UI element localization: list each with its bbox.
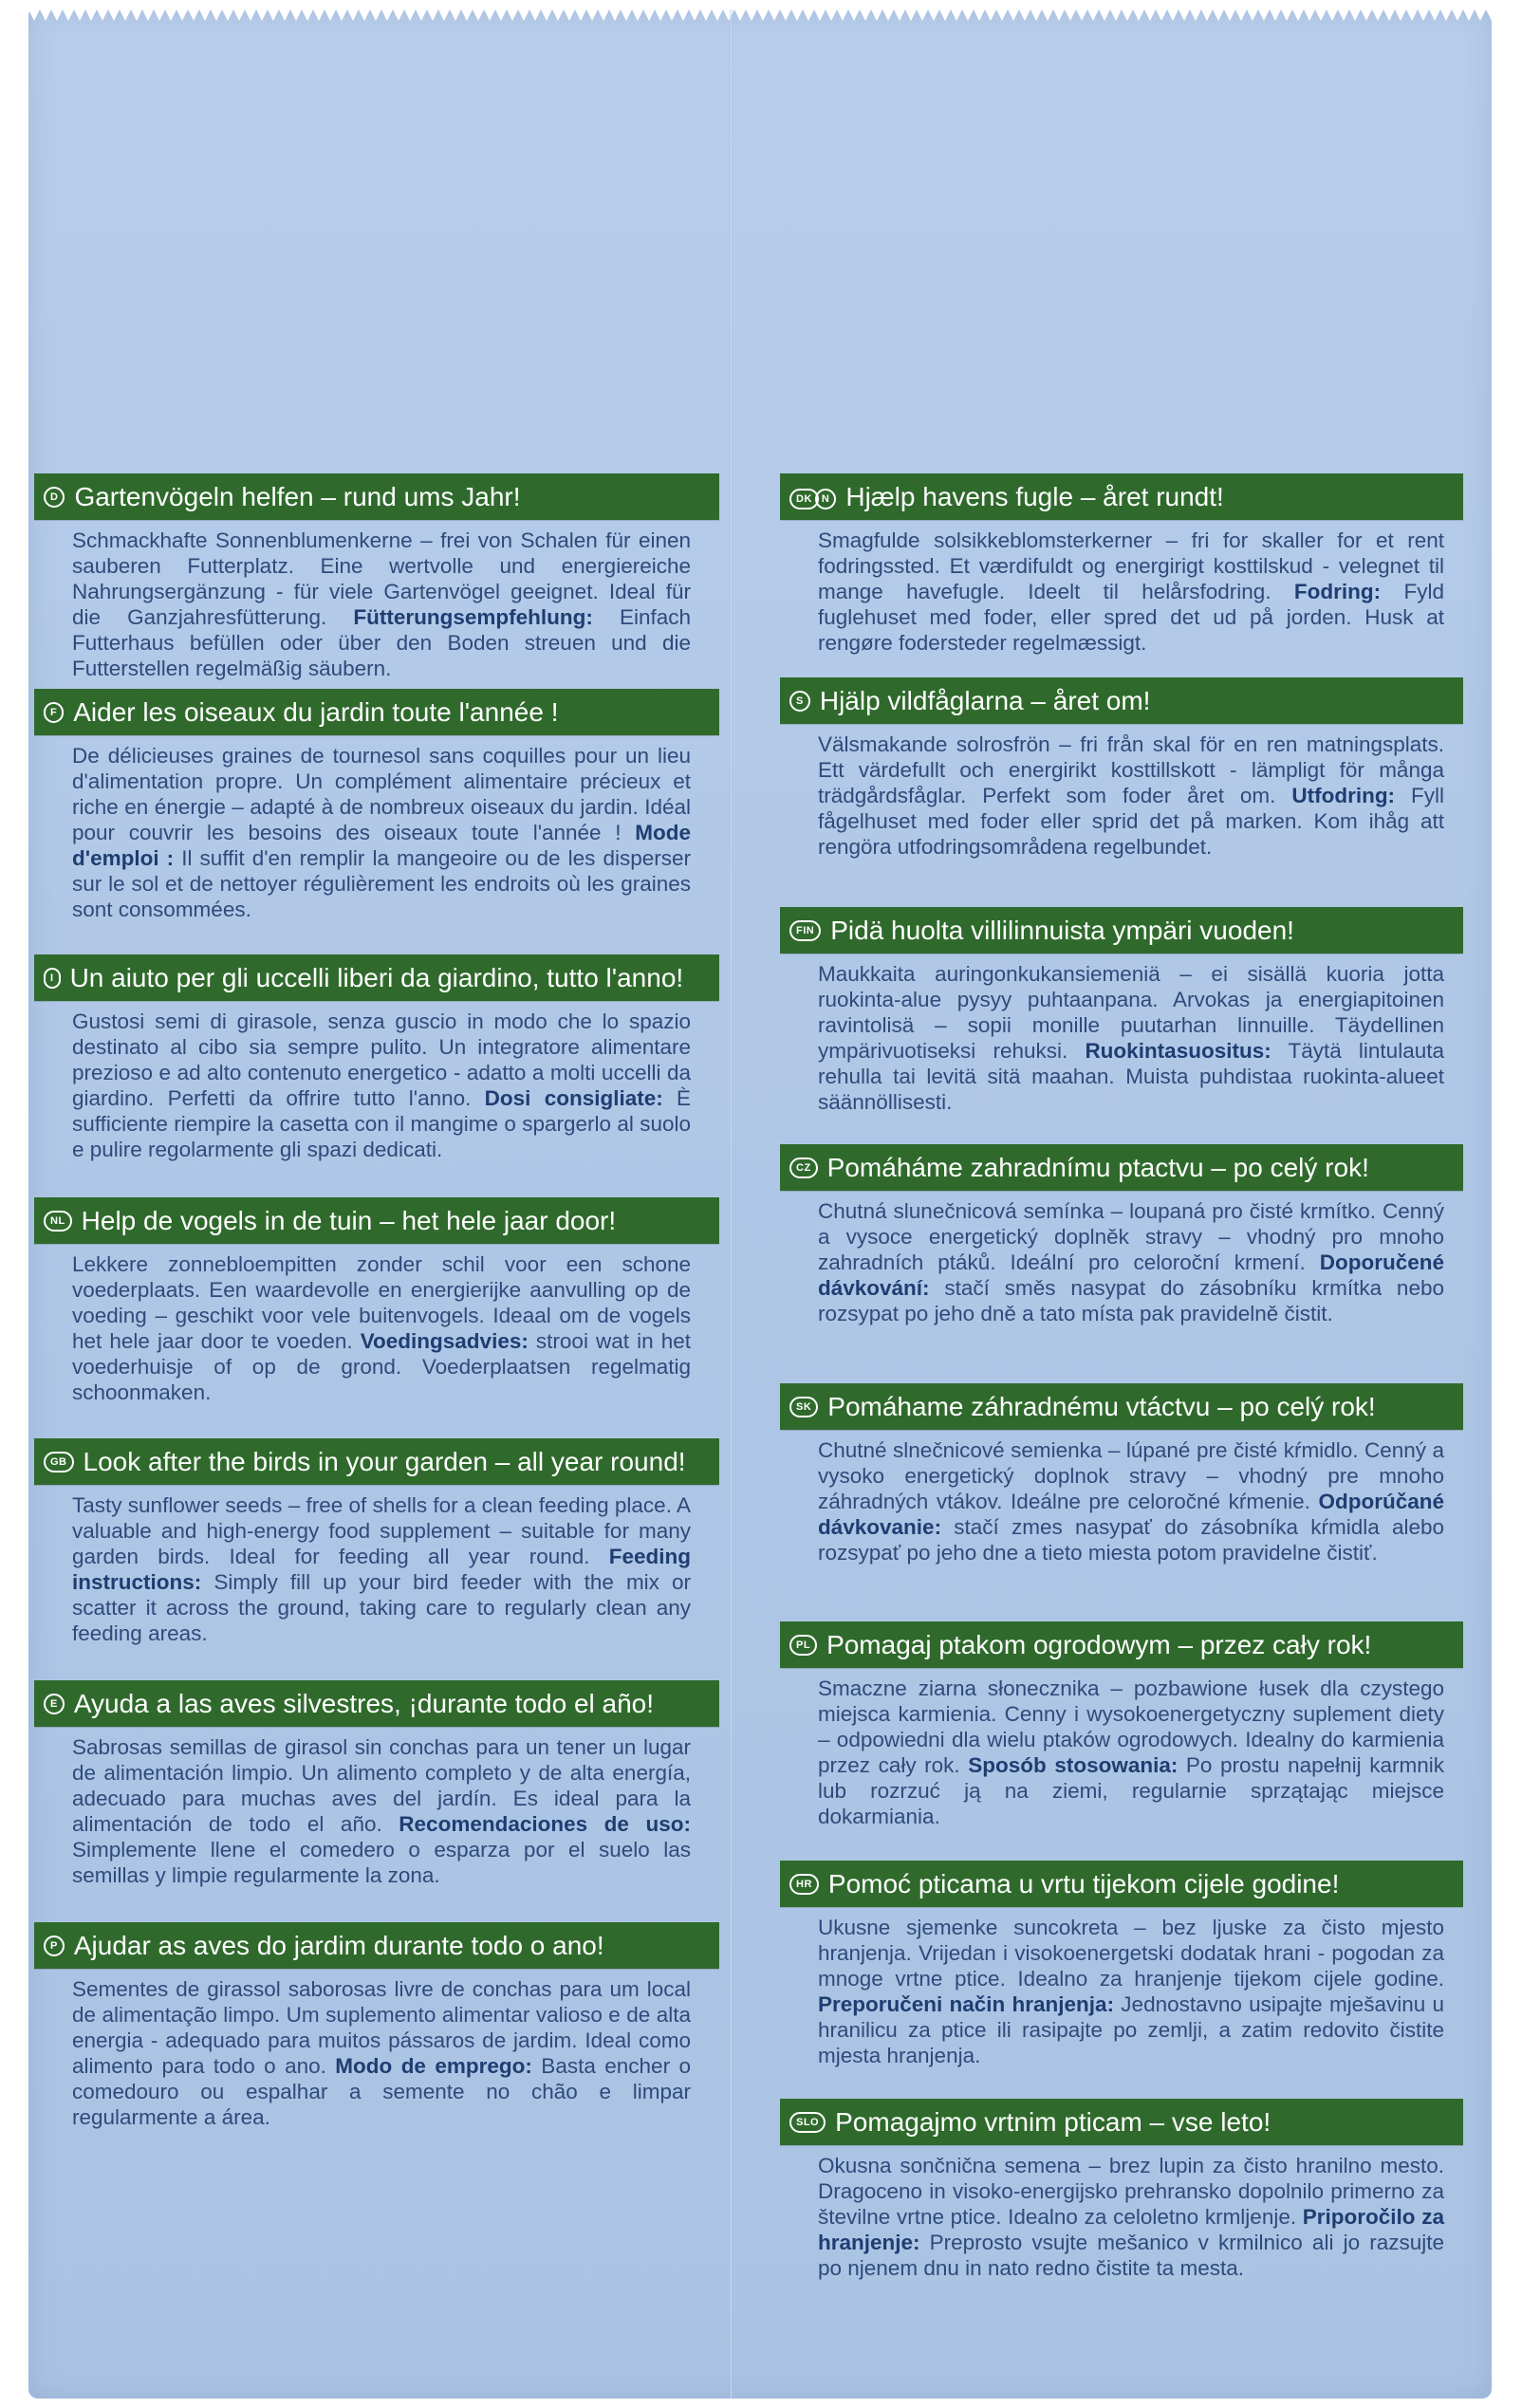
section-banner bbox=[780, 1144, 1463, 1191]
section-banner bbox=[34, 1197, 719, 1244]
section-banner bbox=[780, 1383, 1463, 1430]
package-back bbox=[28, 9, 1492, 2399]
section-banner bbox=[780, 473, 1463, 520]
section-title: Look after the birds in your garden – all year round! bbox=[83, 1446, 686, 1476]
section-title: Hjälp vildfåglarna – året om! bbox=[819, 685, 1151, 715]
section-text: Chutné slnečnicové semienka – lúpané pre čisté kŕmidlo. Cenný a vysoko energetický doplnok stravy – vhodný pre mnoho záhradných vtákov. Ideálne pre celoročné kŕmenie. Odporúčané dávkovanie: stačí zmes nasypať do zásobníka kŕmidla alebo rozsypať po jeho dne a tieto miesta potom pravidelne čistiť. bbox=[818, 1438, 1444, 1565]
section-text: Välsmakande solrosfrön – fri från skal för en ren matningsplats. Ett värdefullt och energirikt kosttillskott - lämpligt för många trädgårdsfåglar. Perfekt som foder året om. Utfodring: Fyll fågelhuset med foder eller sprid det på marken. Kom ihåg att rengöra utfodringsområdena regelbundet. bbox=[818, 732, 1444, 859]
country-code-badge: E bbox=[44, 1694, 65, 1714]
section-title: Ajudar as aves do jardim durante todo o ano! bbox=[73, 1930, 604, 1960]
section-banner bbox=[34, 1438, 719, 1485]
country-code-badge: SK bbox=[789, 1397, 818, 1417]
section-text: Sementes de girassol saborosas livre de conchas para um local de alimentação limpo. Um suplemento alimentar valioso e de alta energia - adequado para muitos pássaros de jardim. Ideal como alimento para todo o ano. Modo de emprego: Basta encher o comedouro ou espalhar a semente no chão e limpar regularmente a área. bbox=[72, 1977, 692, 2129]
country-code-badge: I bbox=[44, 968, 61, 989]
section-banner bbox=[780, 677, 1463, 724]
section-slo bbox=[780, 2099, 1463, 2281]
section-banner bbox=[34, 473, 719, 520]
section-text: De délicieuses graines de tournesol sans coquilles pour un lieu d'alimentation propre. Un complément alimentaire précieux et riche en énergie – adapté à de nombreux oiseaux du jardin. Idéal pour couvrir les besoins des oiseaux toute l'année ! Mode d'emploi : Il suffit d'en remplir la mangeoire ou de les disperser sur le sol et de nettoyer régulièrement les endroits où les graines sont consommées. bbox=[72, 744, 691, 921]
section-banner bbox=[34, 1922, 719, 1969]
section-banner bbox=[780, 1621, 1463, 1668]
section-hr bbox=[780, 1861, 1463, 2068]
section-title: Pomagaj ptakom ogrodowym – przez cały rok! bbox=[826, 1629, 1372, 1659]
section-sk bbox=[780, 1383, 1463, 1565]
country-code-badge: CZ bbox=[789, 1158, 818, 1178]
section-title: Pomáháme zahradnímu ptactvu – po celý rok! bbox=[826, 1152, 1369, 1182]
zigzag-seal-edge bbox=[28, 9, 1492, 25]
country-code-badge: NL bbox=[44, 1211, 72, 1232]
section-text: Tasty sunflower seeds – free of shells for a clean feeding place. A valuable and high-energy food supplement – suitable for many garden birds. Ideal for feeding all year round. Feeding instructions: Simply fill up your bird feeder with the mix or scatter it across the ground, taking care to regularly clean any feeding areas. bbox=[72, 1493, 691, 1645]
section-text: Maukkaita auringonkukansiemeniä – ei sisällä kuoria jotta ruokinta-alue pysyy puhtaanpana. Arvokas ja energiapitoinen ravintolisä – sopii monille puutarhan linnuille. Täydellinen ympärivuotiseksi rehuksi. Ruokintasuositus: Täytä lintulauta rehulla tai levitä sitä maahan. Muista puhdistaa ruokinta-alueet säännöllisesti. bbox=[818, 962, 1444, 1114]
country-code-badge: FIN bbox=[789, 920, 821, 941]
country-code-badge: GB bbox=[44, 1452, 74, 1473]
section-text: Sabrosas semillas de girasol sin conchas para un tener un lugar de alimentación limpio. Un alimento completo y de alta energía, adecuado para muchas aves del jardín. Es ideal para la alimentación de todo el año. Recomendaciones de uso: Simplemente llene el comedero o esparza por el suelo las semillas y limpie regularmente la zona. bbox=[72, 1735, 692, 1887]
section-gb bbox=[34, 1438, 719, 1646]
section-text: Lekkere zonnebloempitten zonder schil voor een schone voederplaats. Een waardevolle en energierijke aanvulling op de voeding – geschikt voor vele buitenvogels. Ideaal om de vogels het hele jaar door te voeden. Voedingsadvies: strooi wat in het voederhuisje of op de grond. Voederplaatsen regelmatig schoonmaken. bbox=[72, 1252, 691, 1404]
section-title: Help de vogels in de tuin – het hele jaar door! bbox=[81, 1205, 617, 1235]
section-title: Pomoć pticama u vrtu tijekom cijele godine! bbox=[827, 1868, 1340, 1899]
section-title: Pomagajmo vrtnim pticam – vse leto! bbox=[835, 2106, 1271, 2137]
section-fr bbox=[34, 689, 719, 922]
section-banner bbox=[780, 907, 1463, 954]
section-title: Gartenvögeln helfen – rund ums Jahr! bbox=[74, 481, 521, 511]
section-title: Pidä huolta villilinnuista ympäri vuoden! bbox=[830, 915, 1294, 945]
section-text: Ukusne sjemenke suncokreta – bez ljuske za čisto mjesto hranjenja. Vrijedan i visokoenergetski dodatak hrani - pogodan za mnoge vrtne ptice. Idealno za hranjenje tijekom cijele godine. Preporučeni način hranjenja: Jednostavno usipajte mješavinu u hranilicu za ptice ili rasipajte po zemlji, a zatim redovito čistite mjesta hranjenja. bbox=[818, 1916, 1444, 2067]
country-code-badge: SLO bbox=[789, 2112, 826, 2133]
section-text: Gustosi semi di girasole, senza guscio in modo che lo spazio destinato al cibo sia sempre pulito. Un integratore alimentare prezioso e ad alto contenuto energetico - adatto a molti uccelli da giardino. Perfetti da offrire tutto l'anno. Dosi consigliate: È sufficiente riempire la casetta con il mangime o spargerlo al suolo e pulire regolarmente gli spazi dedicati. bbox=[72, 1010, 691, 1161]
section-text: Smagfulde solsikkeblomsterkerner – fri for skaller for et rent fodringssted. Et værdifuldt og energirigt kosttilskud - velegnet til mange havefugle. Ideelt til helårsfodring. Fodring: Fyld fuglehuset med foder, eller spred det ud på jorden. Husk at rengøre fodersteder regelmæssigt. bbox=[818, 528, 1444, 655]
section-text: Okusna sončnična semena – brez lupin za čisto hranilno mesto. Dragoceno in visoko-energijsko prehransko dopolnilo primerno za številne vrtne ptice. Idealno za celoletno krmljenje. Priporočilo za hranjenje: Preprosto vsujte mešanico v krmilnico ali jo razsujte po njenem dnu in nato redno čistite ta mesta. bbox=[818, 2154, 1444, 2280]
section-it bbox=[34, 954, 719, 1162]
section-pl bbox=[780, 1621, 1463, 1829]
section-fi bbox=[780, 907, 1463, 1115]
country-code-badge: DK N bbox=[789, 489, 836, 506]
section-nl bbox=[34, 1197, 719, 1405]
section-text: Smaczne ziarna słonecznika – pozbawione łusek dla czystego miejsca karmienia. Cenny i wysokoenergetyczny suplement diety – odpowiedni dla wielu ptaków ogrodowych. Idealny do karmienia przez cały rok. Sposób stosowania: Po prostu napełnij karmnik lub rozrzuć ją na ziemi, regularnie sprzątając miejsce dokarmiania. bbox=[818, 1676, 1444, 1828]
country-code-badge: HR bbox=[789, 1874, 819, 1895]
section-banner bbox=[780, 1861, 1463, 1907]
section-title: Hjælp havens fugle – året rundt! bbox=[845, 481, 1224, 511]
section-banner bbox=[34, 954, 719, 1001]
center-seam bbox=[730, 9, 733, 2399]
section-text: Schmackhafte Sonnenblumenkerne – frei von Schalen für einen sauberen Futterplatz. Eine wertvolle und energiereiche Nahrungsergänzung - für viele Gartenvögel geeignet. Ideal für die Ganzjahresfütterung. Fütterungsempfehlung: Einfach Futterhaus befüllen oder über den Boden streuen und die Futterstellen regelmäßig säubern. bbox=[72, 528, 691, 680]
country-code-badge: PL bbox=[789, 1635, 817, 1656]
section-title: Ayuda a las aves silvestres, ¡durante todo el año! bbox=[73, 1688, 655, 1718]
section-pt bbox=[34, 1922, 719, 2130]
country-code-badge: P bbox=[44, 1936, 65, 1956]
section-se bbox=[780, 677, 1463, 860]
country-code-badge: S bbox=[789, 691, 810, 712]
section-es bbox=[34, 1680, 719, 1888]
section-title: Pomáhame záhradnému vtáctvu – po celý rok! bbox=[827, 1391, 1376, 1421]
section-banner bbox=[34, 1680, 719, 1727]
country-code-badge: D bbox=[44, 487, 65, 508]
section-dk-n bbox=[780, 473, 1463, 656]
section-cz bbox=[780, 1144, 1463, 1326]
section-banner bbox=[780, 2099, 1463, 2145]
section-title: Un aiuto per gli uccelli liberi da giardino, tutto l'anno! bbox=[69, 962, 684, 992]
section-de bbox=[34, 473, 719, 681]
country-code-badge: F bbox=[44, 702, 64, 723]
section-banner bbox=[34, 689, 719, 735]
section-text: Chutná slunečnicová semínka – loupaná pro čisté krmítko. Cenný a vysoce energetický doplněk stravy – vhodný pro mnoho zahradních ptáků. Ideální pro celoroční krmení. Doporučené dávkování: stačí směs nasypat do zásobníku krmítka nebo rozsypat po jeho dně a tato místa pak pravidelně čistit. bbox=[818, 1199, 1444, 1325]
section-title: Aider les oiseaux du jardin toute l'année ! bbox=[73, 696, 559, 727]
